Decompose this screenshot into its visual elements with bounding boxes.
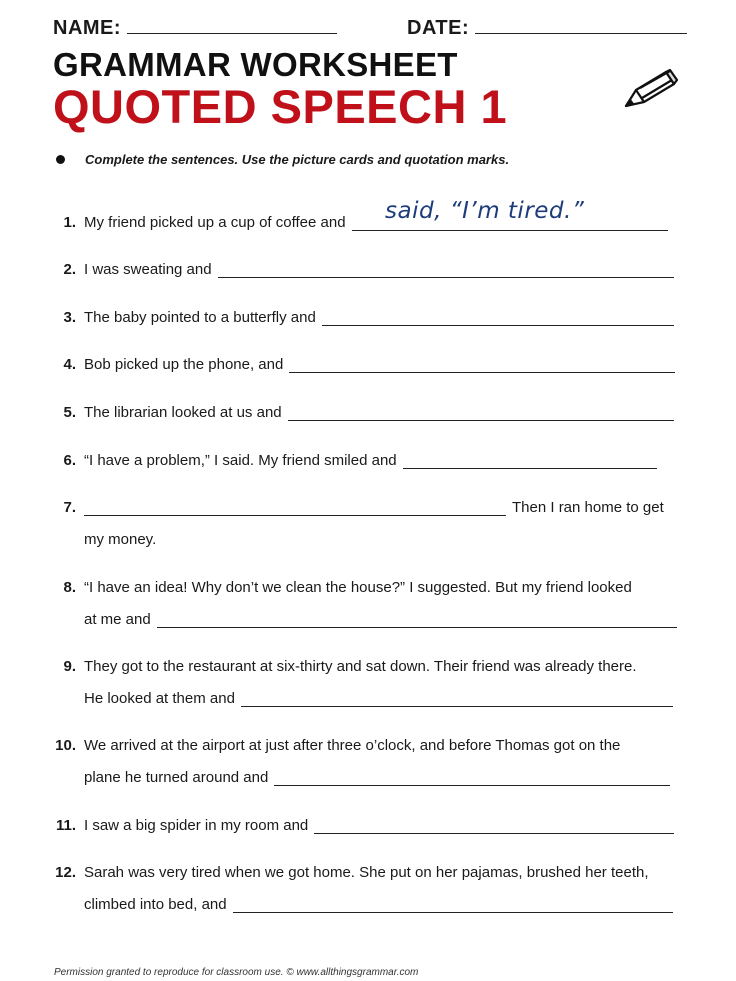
- question-number: 10.: [55, 737, 76, 754]
- answer-blank[interactable]: [403, 454, 657, 469]
- answer-blank[interactable]: [322, 311, 674, 326]
- bullet-icon: [56, 155, 65, 164]
- answer-blank[interactable]: [233, 898, 673, 913]
- question-number: 2.: [63, 261, 76, 278]
- question-number: 11.: [55, 817, 76, 834]
- question-text: They got to the restaurant at six-thirty and sat down. Their friend was already there.: [84, 658, 637, 675]
- question-number: 8.: [63, 579, 76, 596]
- example-answer: said, “I’m tired.”: [385, 198, 585, 224]
- question-number: 4.: [63, 356, 76, 373]
- question-text: “I have an idea! Why don’t we clean the house?” I suggested. But my friend looked: [84, 579, 632, 596]
- answer-blank[interactable]: [314, 819, 674, 834]
- answer-blank[interactable]: [218, 263, 674, 278]
- question-number: 12.: [55, 864, 76, 881]
- question-text: My friend picked up a cup of coffee and: [84, 214, 346, 231]
- pencil-icon: [622, 66, 680, 112]
- copyright-footer: Permission granted to reproduce for classroom use. © www.allthingsgrammar.com: [54, 967, 419, 978]
- question-text: Then I ran home to get: [512, 499, 664, 516]
- date-field: [407, 17, 687, 40]
- question-text: “I have a problem,” I said. My friend smiled and: [84, 452, 397, 469]
- worksheet-subtitle: QUOTED SPEECH 1: [53, 80, 508, 133]
- date-blank[interactable]: [475, 32, 687, 34]
- answer-blank[interactable]: [288, 406, 674, 421]
- name-blank[interactable]: [127, 32, 337, 34]
- answer-blank[interactable]: [241, 692, 673, 707]
- question-text: The librarian looked at us and: [84, 404, 282, 421]
- question-text: I was sweating and: [84, 261, 212, 278]
- question-text: Sarah was very tired when we got home. She put on her pajamas, brushed her teeth,: [84, 864, 649, 881]
- name-field: [53, 17, 337, 40]
- question-text-line2: plane he turned around and: [84, 769, 269, 786]
- question-number: 9.: [63, 658, 76, 675]
- answer-blank[interactable]: [289, 358, 675, 373]
- question-text: The baby pointed to a butterfly and: [84, 309, 316, 326]
- answer-blank[interactable]: [157, 613, 677, 628]
- instruction-row: [56, 152, 509, 167]
- name-label: NAME:: [53, 17, 122, 39]
- question-text-line2: He looked at them and: [84, 690, 235, 707]
- question-number: 7.: [63, 499, 76, 516]
- question-text-line2: at me and: [84, 611, 151, 628]
- answer-blank[interactable]: [84, 501, 506, 516]
- question-number: 5.: [63, 404, 76, 421]
- question-text: Bob picked up the phone, and: [84, 356, 284, 373]
- answer-blank[interactable]: [274, 771, 670, 786]
- question-number: 3.: [63, 309, 76, 326]
- question-text: We arrived at the airport at just after three o’clock, and before Thomas got on the: [84, 737, 621, 754]
- question-text-line2: my money.: [84, 531, 157, 548]
- question-text-line2: climbed into bed, and: [84, 896, 227, 913]
- worksheet-title: GRAMMAR WORKSHEET: [53, 46, 458, 83]
- question-number: 6.: [63, 452, 76, 469]
- date-label: DATE:: [407, 17, 470, 39]
- question-number: 1.: [63, 214, 76, 231]
- question-text: I saw a big spider in my room and: [84, 817, 309, 834]
- instruction-text: Complete the sentences. Use the picture cards and quotation marks.: [85, 152, 510, 167]
